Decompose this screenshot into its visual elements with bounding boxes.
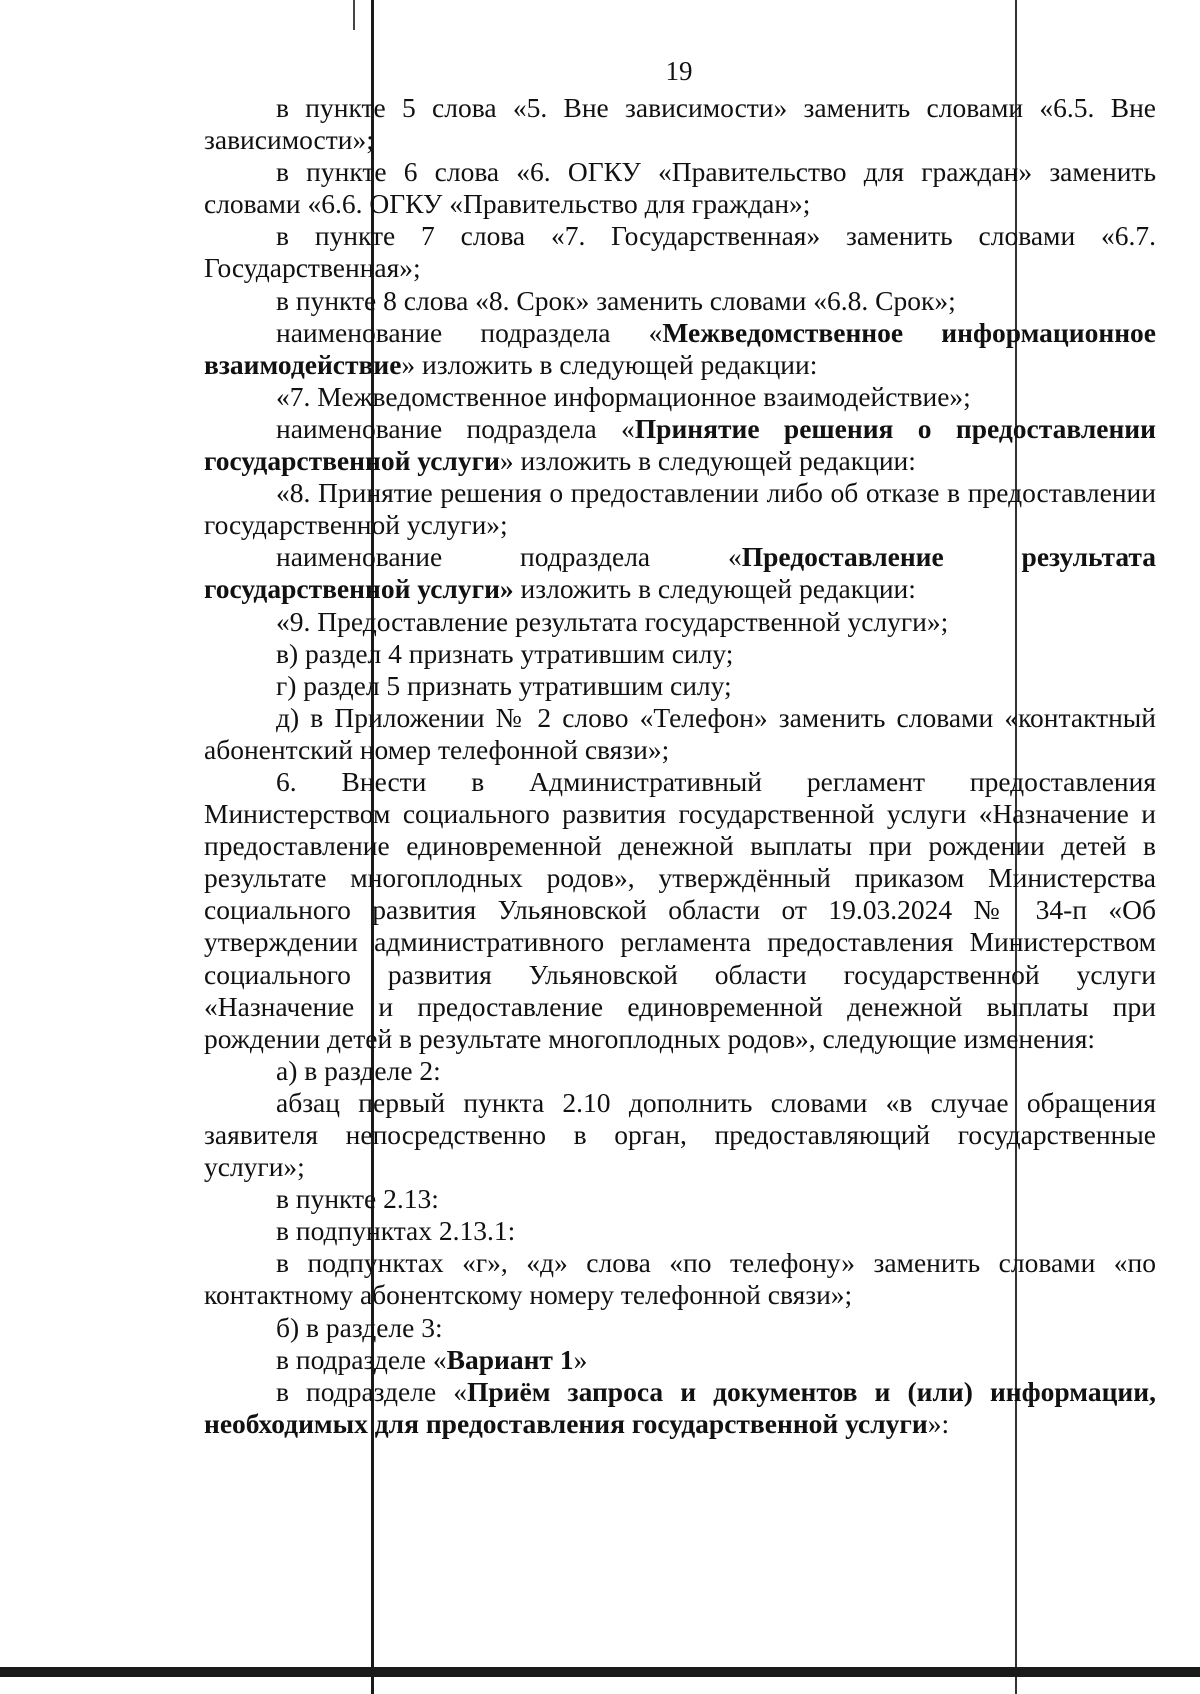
text-run: в подразделе « <box>276 1375 467 1407</box>
text-run: наименование подраздела « <box>276 316 663 348</box>
paragraph <box>204 670 1156 702</box>
text-run: » изложить в следующей редакции: <box>401 348 818 380</box>
text-run: » <box>573 1343 588 1375</box>
paragraph <box>204 477 1156 541</box>
paragraph <box>204 1247 1156 1311</box>
text-run: наименование подраздела « <box>276 541 742 573</box>
bold-text: Приём запроса и документов и (или) информации, необходимых для предоставления государственной услуги <box>204 1375 1156 1439</box>
text-run: наименование подраздела « <box>276 412 635 444</box>
text-run: в пункте 6 слова «6. ОГКУ «Правительство для граждан» заменить словами «6.6. ОГКУ «Правительство для граждан»; <box>204 156 1156 220</box>
paragraph <box>204 541 1156 605</box>
paragraph <box>204 1215 1156 1247</box>
text-run: б) в разделе 3: <box>276 1311 443 1343</box>
paragraph <box>204 1055 1156 1087</box>
text-run: д) в Приложении № 2 слово «Телефон» заменить словами «контактный абонентский номер телефонной связи»; <box>204 701 1156 765</box>
text-run: »: <box>927 1407 950 1439</box>
document-body <box>204 92 1156 1440</box>
paragraph <box>204 220 1156 284</box>
text-run: в пункте 2.13: <box>276 1183 439 1215</box>
paragraph <box>204 1376 1156 1440</box>
bold-text: Вариант 1 <box>446 1343 574 1375</box>
paragraph <box>204 1183 1156 1215</box>
paragraph <box>204 702 1156 766</box>
paragraph <box>204 1312 1156 1344</box>
text-run: изложить в следующей редакции: <box>513 573 916 605</box>
text-run: в подпунктах 2.13.1: <box>276 1215 516 1247</box>
page-number: 19 <box>665 56 693 86</box>
text-run: в пункте 8 слова «8. Срок» заменить словами «6.8. Срок»; <box>276 284 956 316</box>
text-run: в) раздел 4 признать утратившим силу; <box>276 637 734 669</box>
text-run: абзац первый пункта 2.10 дополнить словами «в случае обращения заявителя непосредственно в орган, предоставляющий государственные услуги»; <box>204 1086 1156 1183</box>
bold-text: Предоставление результата государственной услуги» <box>204 541 1156 605</box>
paragraph <box>204 1087 1156 1183</box>
paragraph <box>204 381 1156 413</box>
paragraph <box>204 285 1156 317</box>
paragraph <box>204 156 1156 220</box>
text-run: в пункте 7 слова «7. Государственная» заменить словами «6.7. Государственная»; <box>204 220 1156 284</box>
paragraph <box>204 92 1156 156</box>
text-run: г) раздел 5 признать утратившим силу; <box>276 669 732 701</box>
text-run: «8. Принятие решения о предоставлении либо об отказе в предоставлении государственной услуги»; <box>204 477 1156 541</box>
scan-bottom-edge <box>0 1667 1200 1677</box>
paragraph <box>204 317 1156 381</box>
bold-text: Межведомственное информационное взаимодействие <box>204 316 1156 380</box>
text-run: 6. Внести в Административный регламент предоставления Министерством социального развития государственной услуги «Назначение и предоставление единовременной денежной выплаты при рождении детей в результате многоплодных родов», утверждённый приказом Министерства социального развития Ульяновской области от 19.03.2024 № 34-п «Об утверждении административного регламента предоставления Министерством социального развития Ульяновской области государственной услуги «Назначение и предоставление единовременной денежной выплаты при рождении детей в результате многоплодных родов», следующие изменения: <box>204 765 1156 1054</box>
paragraph <box>204 413 1156 477</box>
text-run: в подразделе « <box>276 1343 447 1375</box>
text-run: » изложить в следующей редакции: <box>499 445 916 477</box>
text-run: а) в разделе 2: <box>276 1054 441 1086</box>
paragraph <box>204 1344 1156 1376</box>
paragraph <box>204 606 1156 638</box>
text-run: «9. Предоставление результата государственной услуги»; <box>276 605 949 637</box>
paragraph <box>204 638 1156 670</box>
scan-artifact-line <box>353 0 355 30</box>
paragraph <box>204 766 1156 1055</box>
bold-text: Принятие решения о предоставлении государственной услуги <box>204 412 1156 477</box>
text-run: «7. Межведомственное информационное взаимодействие»; <box>276 380 971 412</box>
text-run: в пункте 5 слова «5. Вне зависимости» заменить словами «6.5. Вне зависимости»; <box>204 92 1156 156</box>
text-run: в подпунктах «г», «д» слова «по телефону» заменить словами «по контактному абонентскому номеру телефонной связи»; <box>204 1247 1156 1311</box>
